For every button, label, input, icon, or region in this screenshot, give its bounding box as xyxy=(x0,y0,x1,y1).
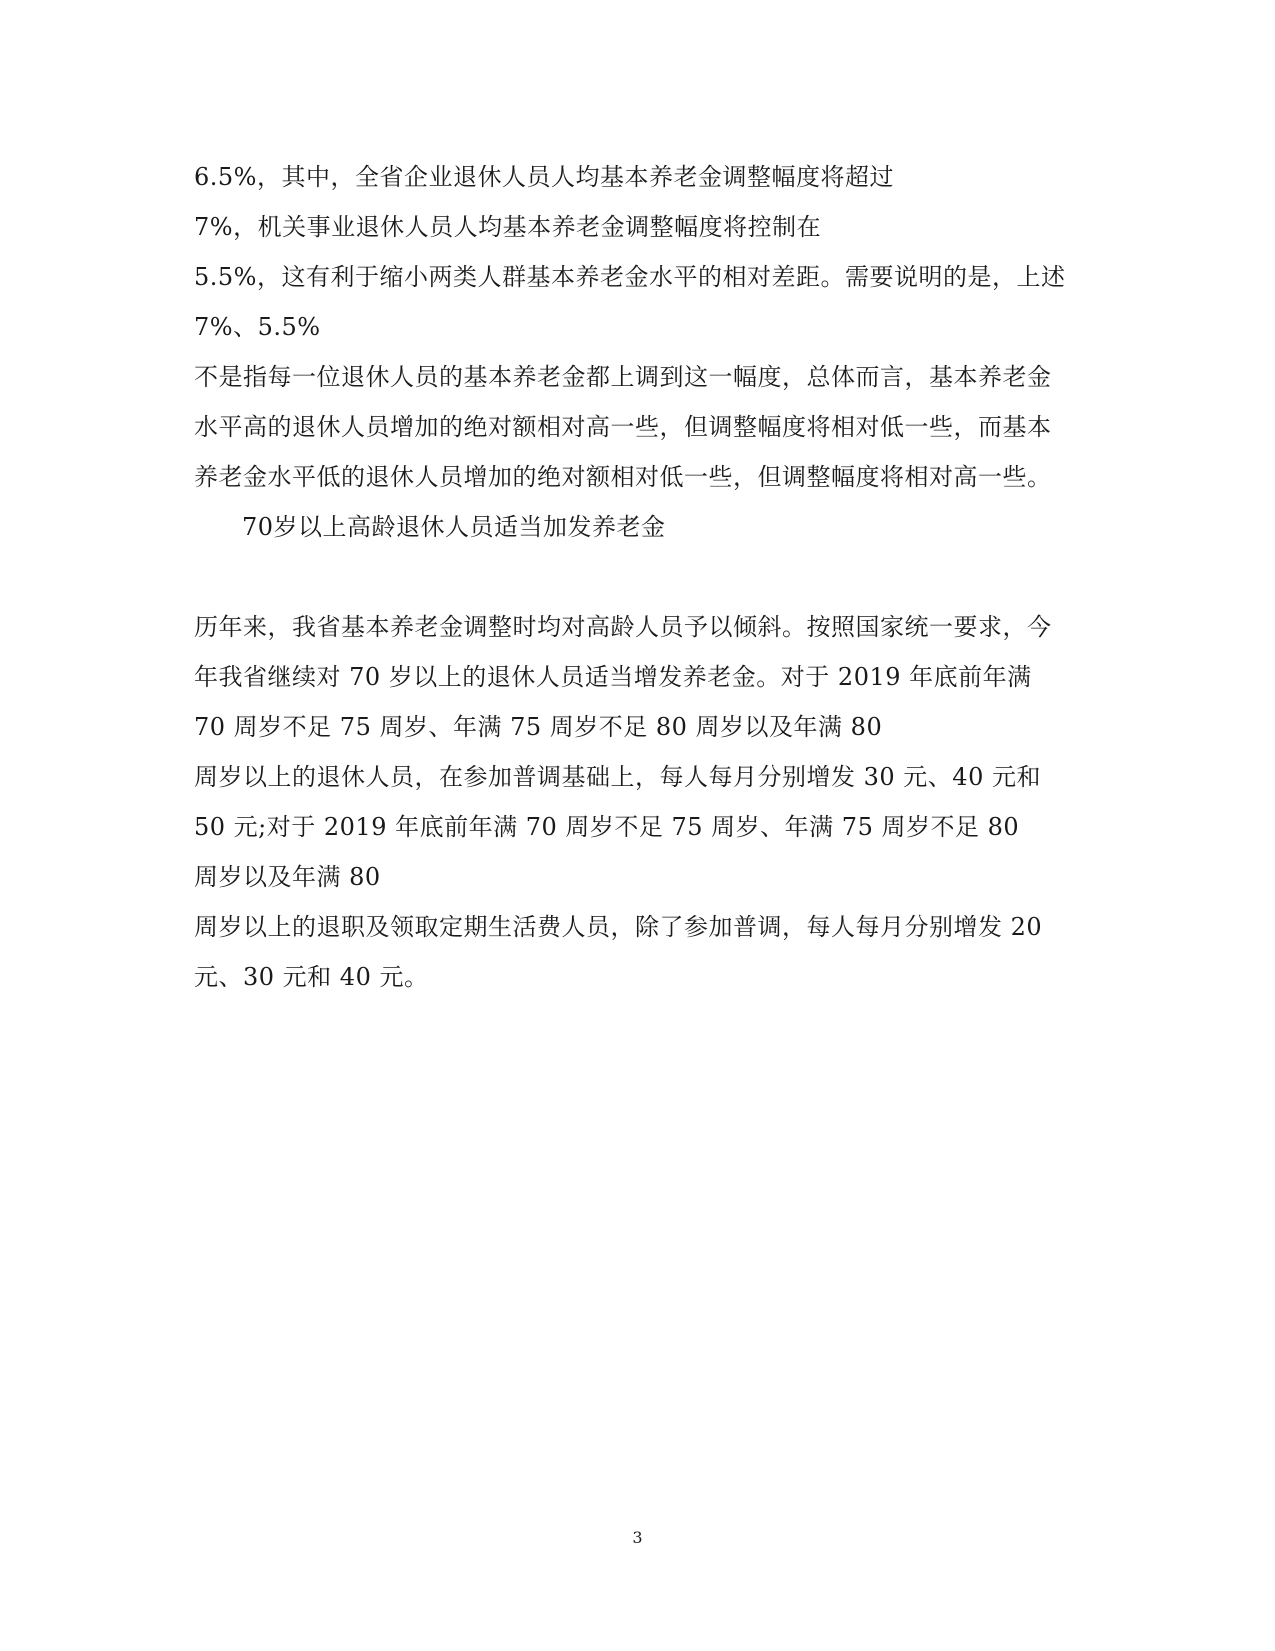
text-line: 7%，机关事业退休人员人均基本养老金调整幅度将控制在 xyxy=(194,213,822,241)
text-line: 元、30 元和 40 元。 xyxy=(194,963,429,991)
text-line: 6.5%，其中，全省企业退休人员人均基本养老金调整幅度将超过 xyxy=(194,163,894,191)
text-line: 70 周岁不足 75 周岁、年满 75 周岁不足 80 周岁以及年满 80 xyxy=(194,713,883,741)
page-number: 3 xyxy=(632,1528,643,1547)
document-body xyxy=(194,152,1074,1002)
text-line: 年我省继续对 70 岁以上的退休人员适当增发养老金。对于 2019 年底前年满 xyxy=(194,663,1032,691)
text-line: 5.5%，这有利于缩小两类人群基本养老金水平的相对差距。需要说明的是，上述 xyxy=(194,263,1066,291)
text-line: 周岁以上的退休人员，在参加普调基础上，每人每月分别增发 30 元、40 元和 xyxy=(194,763,1041,791)
text-line: 水平高的退休人员增加的绝对额相对高一些，但调整幅度将相对低一些，而基本 xyxy=(194,413,1052,441)
text-line: 历年来，我省基本养老金调整时均对高龄人员予以倾斜。按照国家统一要求，今 xyxy=(194,613,1052,641)
text-line: 周岁以上的退职及领取定期生活费人员，除了参加普调，每人每月分别增发 20 xyxy=(194,913,1043,941)
text-line: 周岁以及年满 80 xyxy=(194,863,381,891)
text-line: 50 元;对于 2019 年底前年满 70 周岁不足 75 周岁、年满 75 周岁不足 80 xyxy=(194,813,1020,841)
paragraph-elderly-supplement xyxy=(194,602,1074,1002)
text-line: 养老金水平低的退休人员增加的绝对额相对低一些，但调整幅度将相对高一些。 xyxy=(194,463,1052,491)
paragraph-adjustment-rates xyxy=(194,152,1074,502)
paragraph-gap xyxy=(194,552,1074,602)
text-line: 不是指每一位退休人员的基本养老金都上调到这一幅度，总体而言，基本养老金 xyxy=(194,363,1052,391)
section-heading: 70岁以上高龄退休人员适当加发养老金 xyxy=(242,513,666,541)
text-line: 7%、5.5% xyxy=(194,313,321,341)
